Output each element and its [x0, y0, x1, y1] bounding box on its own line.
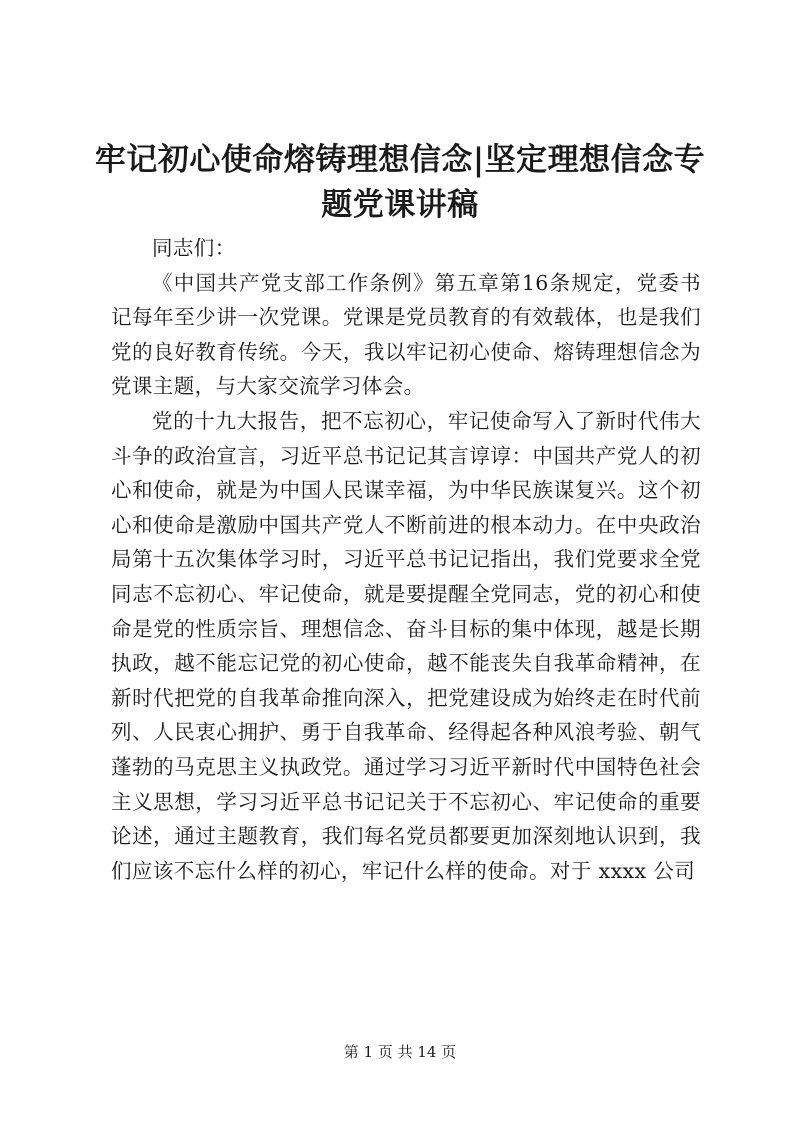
document-title: 牢记初心使命熔铸理想信念|坚定理想信念专题党课讲稿 — [94, 142, 706, 223]
body-paragraph: 《中国共产党支部工作条例》第五章第16条规定，党委书记每年至少讲一次党课。党课是党员教育的有效载体，也是我们党的良好教育传统。今天，我以牢记初心使命、熔铸理想信念为党课主题，与大家交流学习体会。 — [111, 270, 701, 399]
page-number-footer: 第 1 页 共 14 页 — [343, 1043, 457, 1061]
salutation-paragraph: 同志们： — [152, 236, 236, 260]
body-paragraph: 党的十九大报告，把不忘初心，牢记使命写入了新时代伟大斗争的政治宣言，习近平总书记记其言谆谆：中国共产党人的初心和使命，就是为中国人民谋幸福，为中华民族谋复兴。这个初心和使命是激励中国共产党人不断前进的根本动力。在中央政治局第十五次集体学习时，习近平总书记记指出，我们党要求全党同志不忘初心、牢记使命，就是要提醒全党同志，党的初心和使命是党的性质宗旨、理想信念、奋斗目标的集中体现，越是长期执政，越不能忘记党的初心使命，越不能丧失自我革命精神，在新时代把党的自我革命推向深入，把党建设成为始终走在时代前列、人民衷心拥护、勇于自我革命、经得起各种风浪考验、朝气蓬勃的马克思主义执政党。通过学习习近平新时代中国特色社会主义思想，学习习近平总书记记关于不忘初心、牢记使命的重要论述，通过主题教育，我们每名党员都要更加深刻地认识到，我们应该不忘什么样的初心，牢记什么样的使命。对于 xxxx 公司 — [111, 408, 701, 883]
document-body — [111, 231, 701, 888]
